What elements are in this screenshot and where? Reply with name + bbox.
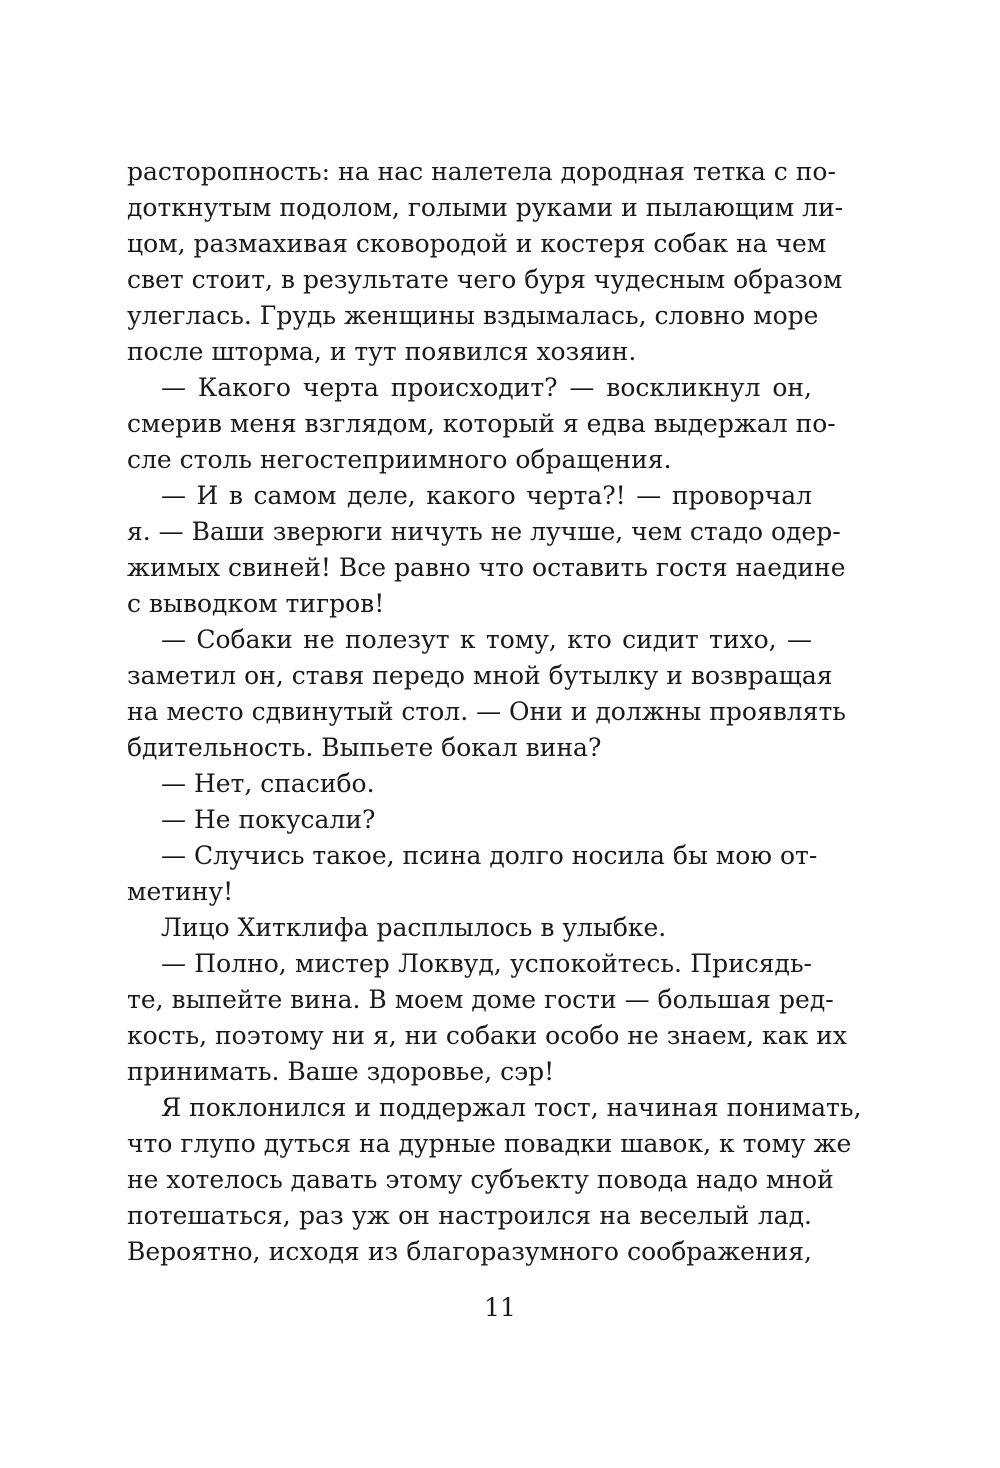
text-line: на место сдвинутый стол. — Они и должны проявлять <box>127 697 846 726</box>
text-line: — Какого черта происходит? — воскликнул он, <box>161 373 812 402</box>
text-line: Лицо Хитклифа расплылось в улыбке. <box>161 913 667 942</box>
text-line: цом, размахивая сковородой и костеря собак на чем <box>127 229 827 258</box>
text-line: потешаться, раз уж он настроился на веселый лад. <box>127 1201 812 1230</box>
text-line: доткнутым подолом, голыми руками и пылающим ли- <box>127 193 844 222</box>
text-line: жимых свиней! Все равно что оставить гостя наедине <box>127 553 846 582</box>
text-line: — Случись такое, псина долго носила бы мою от- <box>161 841 818 870</box>
text-line: — Полно, мистер Локвуд, успокойтесь. Присядь- <box>161 949 812 978</box>
text-line: бдительность. Выпьете бокал вина? <box>127 733 602 762</box>
text-line: — Не покусали? <box>161 805 376 834</box>
text-line: — Собаки не полезут к тому, кто сидит тихо, — <box>161 625 812 654</box>
text-line: метину! <box>127 877 234 906</box>
page-number: 11 <box>484 1293 516 1322</box>
text-line: улеглась. Грудь женщины вздымалась, словно море <box>127 301 819 330</box>
text-line: принимать. Ваше здоровье, сэр! <box>127 1057 555 1086</box>
text-line: смерив меня взглядом, который я едва выдержал по- <box>127 409 836 438</box>
text-line: что глупо дуться на дурные повадки шавок, к тому же <box>127 1129 852 1158</box>
text-line: я. — Ваши зверюги ничуть не лучше, чем стадо одер- <box>127 517 841 546</box>
text-line: Вероятно, исходя из благоразумного соображения, <box>127 1237 812 1266</box>
text-line: те, выпейте вина. В моем доме гости — большая ред- <box>127 985 834 1014</box>
text-line: сле столь негостеприимного обращения. <box>127 445 672 474</box>
text-line: Я поклонился и поддержал тост, начиная понимать, <box>161 1093 862 1122</box>
text-line: — Нет, спасибо. <box>161 769 375 798</box>
text-line: заметил он, ставя передо мной бутылку и возвращая <box>127 661 833 690</box>
text-line: кость, поэтому ни я, ни собаки особо не знаем, как их <box>127 1021 847 1050</box>
text-line: с выводком тигров! <box>127 589 385 618</box>
text-line: свет стоит, в результате чего буря чудесным образом <box>127 265 843 294</box>
text-line: — И в самом деле, какого черта?! — проворчал <box>161 481 812 510</box>
text-line: после шторма, и тут появился хозяин. <box>127 337 637 366</box>
text-line: расторопность: на нас налетела дородная тетка с по- <box>127 157 836 186</box>
text-line: не хотелось давать этому субъекту повода надо мной <box>127 1165 834 1194</box>
